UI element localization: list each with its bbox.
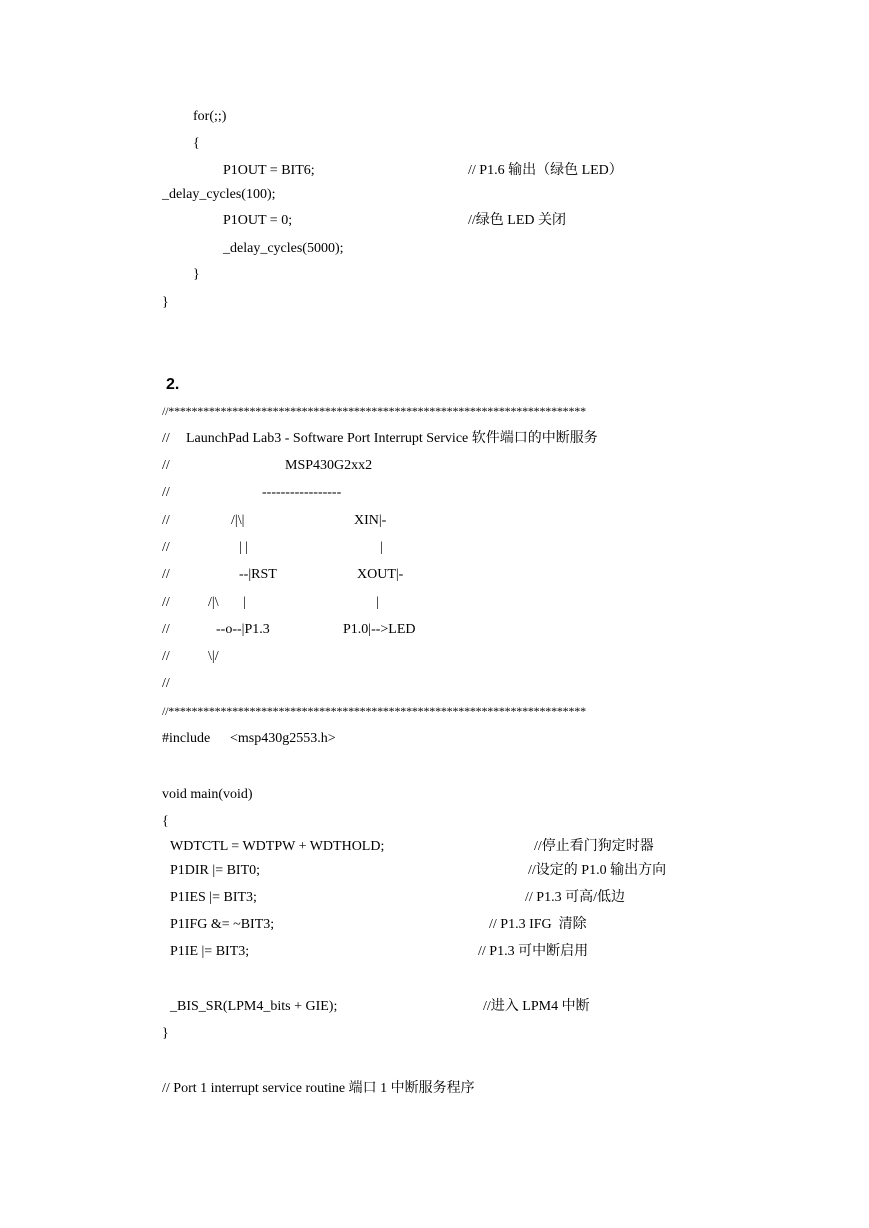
comment-prefix: // — [162, 431, 170, 446]
code-brace-open: { — [193, 136, 200, 151]
code-comment: // P1.3 可高/低边 — [525, 890, 625, 905]
code-comment: // P1.6 输出（绿色 LED） — [468, 163, 623, 178]
comment-prefix: // — [162, 485, 170, 500]
code-include-file: <msp430g2553.h> — [230, 731, 336, 746]
code-wdt: WDTCTL = WDTPW + WDTHOLD; — [170, 839, 385, 854]
code-delay-5000: _delay_cycles(5000); — [223, 241, 344, 256]
diagram-text: | — [376, 595, 379, 610]
code-brace-close: } — [162, 295, 169, 310]
comment-dashes: ----------------- — [262, 485, 342, 500]
code-brace-close: } — [193, 267, 200, 282]
comment-prefix: // — [162, 595, 170, 610]
code-p1ie: P1IE |= BIT3; — [170, 944, 250, 959]
code-p1out-bit6: P1OUT = BIT6; — [223, 163, 315, 178]
code-p1out-zero: P1OUT = 0; — [223, 213, 293, 228]
diagram-text: --o--|P1.3 — [216, 622, 270, 637]
comment-prefix: // — [162, 513, 170, 528]
diagram-text: /|\ — [208, 595, 219, 610]
code-main-signature: void main(void) — [162, 787, 253, 802]
code-brace-close: } — [162, 1026, 169, 1041]
code-bis-sr: _BIS_SR(LPM4_bits + GIE); — [170, 999, 338, 1014]
comment-stars-top: //************************************************************************ — [162, 404, 586, 418]
diagram-text: | | — [239, 540, 249, 555]
diagram-text: | — [380, 540, 383, 555]
code-p1ies: P1IES |= BIT3; — [170, 890, 257, 905]
diagram-text: --|RST — [239, 567, 277, 582]
comment-prefix: // — [162, 649, 170, 664]
code-p1ifg: P1IFG &= ~BIT3; — [170, 917, 275, 932]
comment-prefix: // — [162, 622, 170, 637]
code-p1dir: P1DIR |= BIT0; — [170, 863, 261, 878]
diagram-text: | — [243, 595, 246, 610]
code-comment: //进入 LPM4 中断 — [483, 999, 590, 1014]
comment-prefix: // — [162, 567, 170, 582]
diagram-text: /|\| — [231, 513, 245, 528]
code-comment: //设定的 P1.0 输出方向 — [528, 863, 667, 878]
diagram-text: \|/ — [208, 649, 219, 664]
code-comment: //绿色 LED 关闭 — [468, 213, 566, 228]
comment-prefix: // — [162, 676, 170, 691]
code-delay-100: _delay_cycles(100); — [162, 187, 276, 202]
code-isr-comment: // Port 1 interrupt service routine 端口 1 中断服务程序 — [162, 1081, 475, 1096]
code-brace-open: { — [162, 814, 169, 829]
comment-title: LaunchPad Lab3 - Software Port Interrupt Service 软件端口的中断服务 — [186, 431, 598, 446]
comment-prefix: // — [162, 458, 170, 473]
diagram-text: XOUT|- — [357, 567, 404, 582]
diagram-text: P1.0|-->LED — [343, 622, 416, 637]
code-for-loop: for(;;) — [193, 109, 227, 124]
code-comment: //停止看门狗定时器 — [534, 839, 654, 854]
comment-device: MSP430G2xx2 — [285, 458, 373, 473]
code-comment: // P1.3 可中断启用 — [478, 944, 589, 959]
comment-stars-bottom: //************************************************************************ — [162, 704, 586, 718]
code-include-keyword: #include — [162, 731, 211, 746]
comment-prefix: // — [162, 540, 170, 555]
code-comment: // P1.3 IFG 清除 — [489, 917, 587, 932]
section-number: 2. — [166, 376, 180, 393]
diagram-text: XIN|- — [354, 513, 387, 528]
